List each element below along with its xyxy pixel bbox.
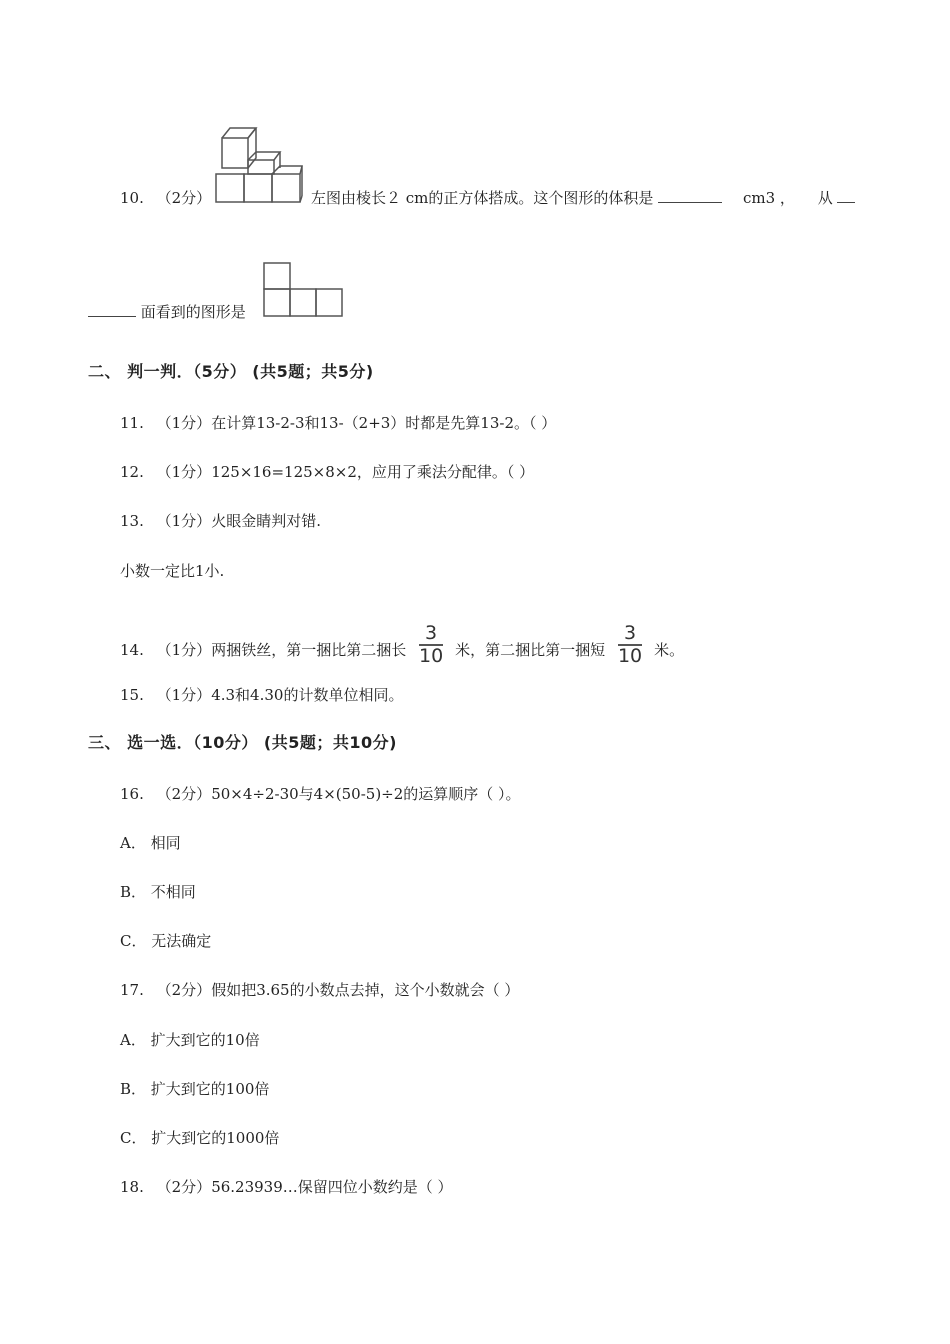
question-text: 米，第二捆比第一捆短 bbox=[455, 641, 606, 659]
front-view-figure bbox=[260, 260, 346, 320]
option-c[interactable]: C． 无法确定 bbox=[120, 932, 212, 950]
question-number: 18. bbox=[120, 1178, 144, 1196]
question-text: 4.3和4.30的计数单位相同。 bbox=[211, 686, 404, 704]
fraction-numerator: 3 bbox=[624, 622, 637, 644]
question-text: 125×16=125×8×2，应用了乘法分配律。（ ） bbox=[211, 463, 535, 481]
question-15 bbox=[120, 685, 403, 705]
answer-blank[interactable] bbox=[658, 188, 722, 203]
question-14 bbox=[120, 622, 685, 672]
question-12 bbox=[120, 462, 534, 482]
question-score: （2分） bbox=[156, 189, 212, 207]
question-text: 两捆铁丝，第一捆比第二捆长 bbox=[211, 641, 407, 659]
option-a[interactable]: A． 相同 bbox=[120, 834, 181, 852]
fraction-denominator: 10 bbox=[617, 645, 643, 667]
option-b[interactable]: B． 不相同 bbox=[120, 883, 196, 901]
question-number: 12. bbox=[120, 463, 144, 481]
question-11 bbox=[120, 413, 556, 433]
unit-label: cm3 ， bbox=[742, 189, 795, 207]
fraction-3-10 bbox=[419, 624, 443, 666]
question-number: 15. bbox=[120, 686, 144, 704]
section-heading: 三、 选一选．（10分） (共5题；共10分) bbox=[88, 733, 397, 752]
question-number: 10. bbox=[120, 189, 144, 207]
cube-stack-figure bbox=[214, 124, 304, 204]
question-score: （1分） bbox=[156, 512, 212, 530]
question-score: （1分） bbox=[156, 686, 212, 704]
question-text: 50×4÷2-30与4×(50-5)÷2的运算顺序（ ）。 bbox=[211, 785, 521, 803]
fraction-denominator: 10 bbox=[418, 645, 444, 667]
option-a[interactable]: A． 扩大到它的10倍 bbox=[120, 1031, 260, 1049]
question-10 bbox=[120, 188, 211, 208]
question-18 bbox=[120, 1177, 453, 1197]
answer-blank[interactable] bbox=[837, 188, 855, 203]
question-10-line2 bbox=[88, 302, 246, 322]
question-number: 11. bbox=[120, 414, 144, 432]
question-number: 16. bbox=[120, 785, 144, 803]
question-16 bbox=[120, 784, 521, 804]
question-score: （2分） bbox=[156, 1178, 212, 1196]
question-17 bbox=[120, 980, 519, 1000]
option-b[interactable]: B． 扩大到它的100倍 bbox=[120, 1080, 270, 1098]
question-number: 13. bbox=[120, 512, 144, 530]
answer-blank[interactable] bbox=[88, 302, 136, 317]
question-score: （1分） bbox=[156, 463, 212, 481]
question-score: （2分） bbox=[156, 981, 212, 999]
fraction-3-10 bbox=[618, 624, 642, 666]
option-c[interactable]: C． 扩大到它的1000倍 bbox=[120, 1129, 280, 1147]
question-13-statement: 小数一定比1小. bbox=[120, 562, 225, 580]
question-text: 米。 bbox=[654, 641, 685, 659]
question-text: 面看到的图形是 bbox=[140, 303, 246, 321]
question-text: 火眼金睛判对错. bbox=[211, 512, 321, 530]
section-heading: 二、 判一判．（5分） (共5题；共5分) bbox=[88, 362, 374, 381]
question-13 bbox=[120, 511, 321, 531]
question-text: 左图由棱长２ cm的正方体搭成。这个图形的体积是 bbox=[311, 189, 654, 207]
question-score: （1分） bbox=[156, 641, 212, 659]
question-score: （1分） bbox=[156, 414, 212, 432]
fraction-numerator: 3 bbox=[425, 622, 438, 644]
question-text: 56.23939…保留四位小数约是（ ） bbox=[211, 1178, 453, 1196]
question-score: （2分） bbox=[156, 785, 212, 803]
question-text: 假如把3.65的小数点去掉，这个小数就会（ ） bbox=[211, 981, 520, 999]
question-10-text bbox=[311, 188, 855, 208]
question-text: 在计算13-2-3和13-（2+3）时都是先算13-2。（ ） bbox=[211, 414, 557, 432]
question-number: 14. bbox=[120, 641, 144, 659]
from-label: 从 bbox=[817, 189, 833, 207]
question-number: 17. bbox=[120, 981, 144, 999]
